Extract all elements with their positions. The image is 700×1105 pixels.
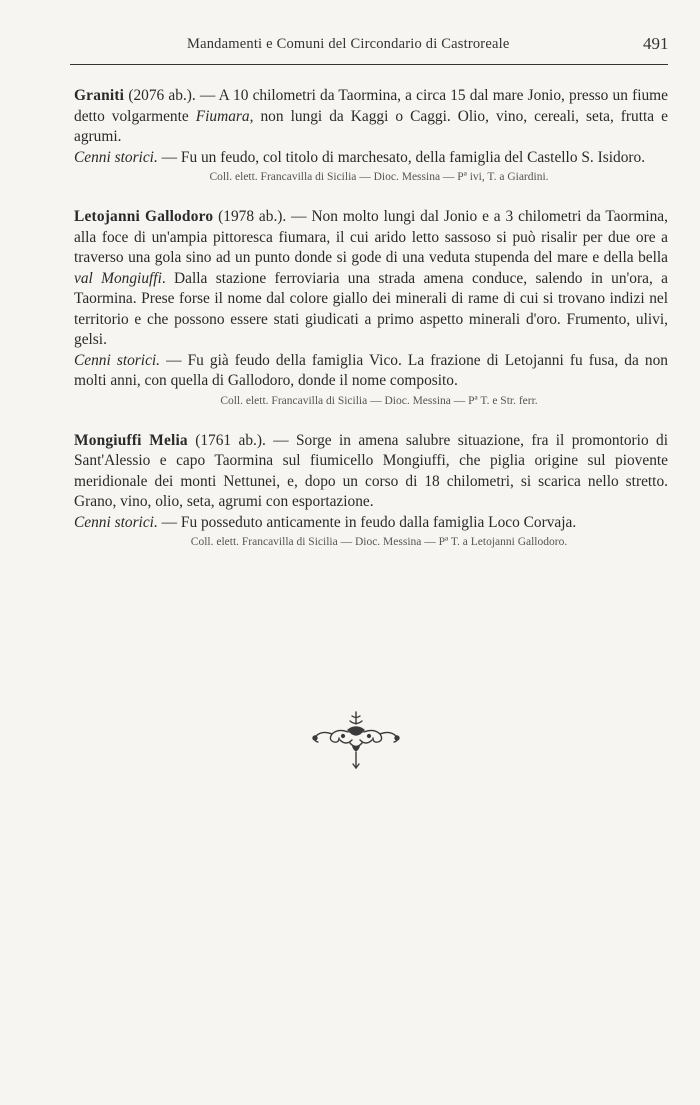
entry-meta: Coll. elett. Francavilla di Sicilia — Dioc. Messina — Pª T. e Str. ferr. (220, 394, 538, 407)
fleuron-ornament-icon (310, 710, 402, 772)
entry-population: (2076 ab.). (128, 87, 196, 104)
entry-text: — Sorge in amena salubre situazione, fra il promontorio di Sant'Alessio e capo Taormina sul fiumicello Mongiuffi, che piglia origine sul piovente meridionale dei monti Nettunei, e, dopo un corso di 18 chilometri, si scarica nello stretto. Grano, vino, olio, seta, agrumi con esportazione. (74, 431, 669, 510)
entry-text-continued: . Dalla stazione ferroviaria una strada amena conduce, salendo in un'ora, a Taormina. Prese forse il nome dal colore giallo dei minerali di rame di cui si trovano indizi nel territorio e che possono essere stati giudicati a primo aspetto minerali d'oro. Frumento, ulivi, gelsi. (74, 269, 668, 348)
entry-text-italic: val Mongiuffi (74, 269, 162, 287)
page-number: 491 (643, 34, 669, 53)
entries-list (74, 86, 668, 572)
entry-description (74, 86, 668, 148)
history-text: — Fu un feudo, col titolo di marchesato, della famiglia del Castello S. Isidoro. (157, 148, 646, 166)
entry-text-italic: Fiumara (195, 107, 250, 125)
entry-text: — Non molto lungi dal Jonio e a 3 chilometri da Taormina, alla foce di un'ampia pittoresca fiumara, il cui arido letto sassoso si può risalir per due ore a traverso una gola sino ad un punto donde si gode di una veduta stupenda del mare e della bella (74, 208, 668, 266)
entry-meta: Coll. elett. Francavilla di Sicilia — Dioc. Messina — Pª ivi, T. a Giardini. (209, 171, 549, 183)
entry-history (74, 513, 668, 534)
entry-name: Mongiuffi Melia (74, 431, 188, 449)
entry-history (74, 351, 668, 392)
entry-history (74, 148, 668, 169)
entry-meta: Coll. elett. Francavilla di Sicilia — Dioc. Messina — Pª T. a Letojanni Gallodoro. (190, 536, 568, 548)
entry-name: Letojanni Gallodoro (74, 208, 214, 225)
entry-mongiuffi-melia (74, 431, 668, 552)
entry-description (74, 207, 668, 351)
entry-population: (1761 ab.). (195, 431, 266, 449)
entry-population: (1978 ab.). (218, 208, 287, 225)
running-title: Mandamenti e Comuni del Circondario di Castroreale (187, 36, 510, 52)
history-text: — Fu già feudo della famiglia Vico. La frazione di Letojanni fu fusa, da non molti anni, con quella di Gallodoro, donde il nome composito. (74, 351, 668, 389)
history-label: Cenni storici. (74, 513, 158, 531)
entry-text: — A 10 chilometri da Taormina, a circa 15 dal mare Jonio, presso un fiume detto volgarmente (74, 87, 668, 125)
history-label: Cenni storici. (74, 148, 158, 166)
entry-description (74, 431, 668, 513)
entry-letojanni-gallodoro (74, 207, 668, 410)
entry-text-continued: , non lungi da Kaggi o Caggi. Olio, vino, cereali, seta, frutta e agrumi. (74, 107, 668, 145)
entry-name: Graniti (74, 87, 125, 104)
header-rule (70, 64, 668, 65)
history-label: Cenni storici. (74, 351, 161, 369)
entry-graniti (74, 86, 668, 186)
history-text: — Fu posseduto anticamente in feudo dalla famiglia Loco Corvaja. (157, 513, 577, 531)
